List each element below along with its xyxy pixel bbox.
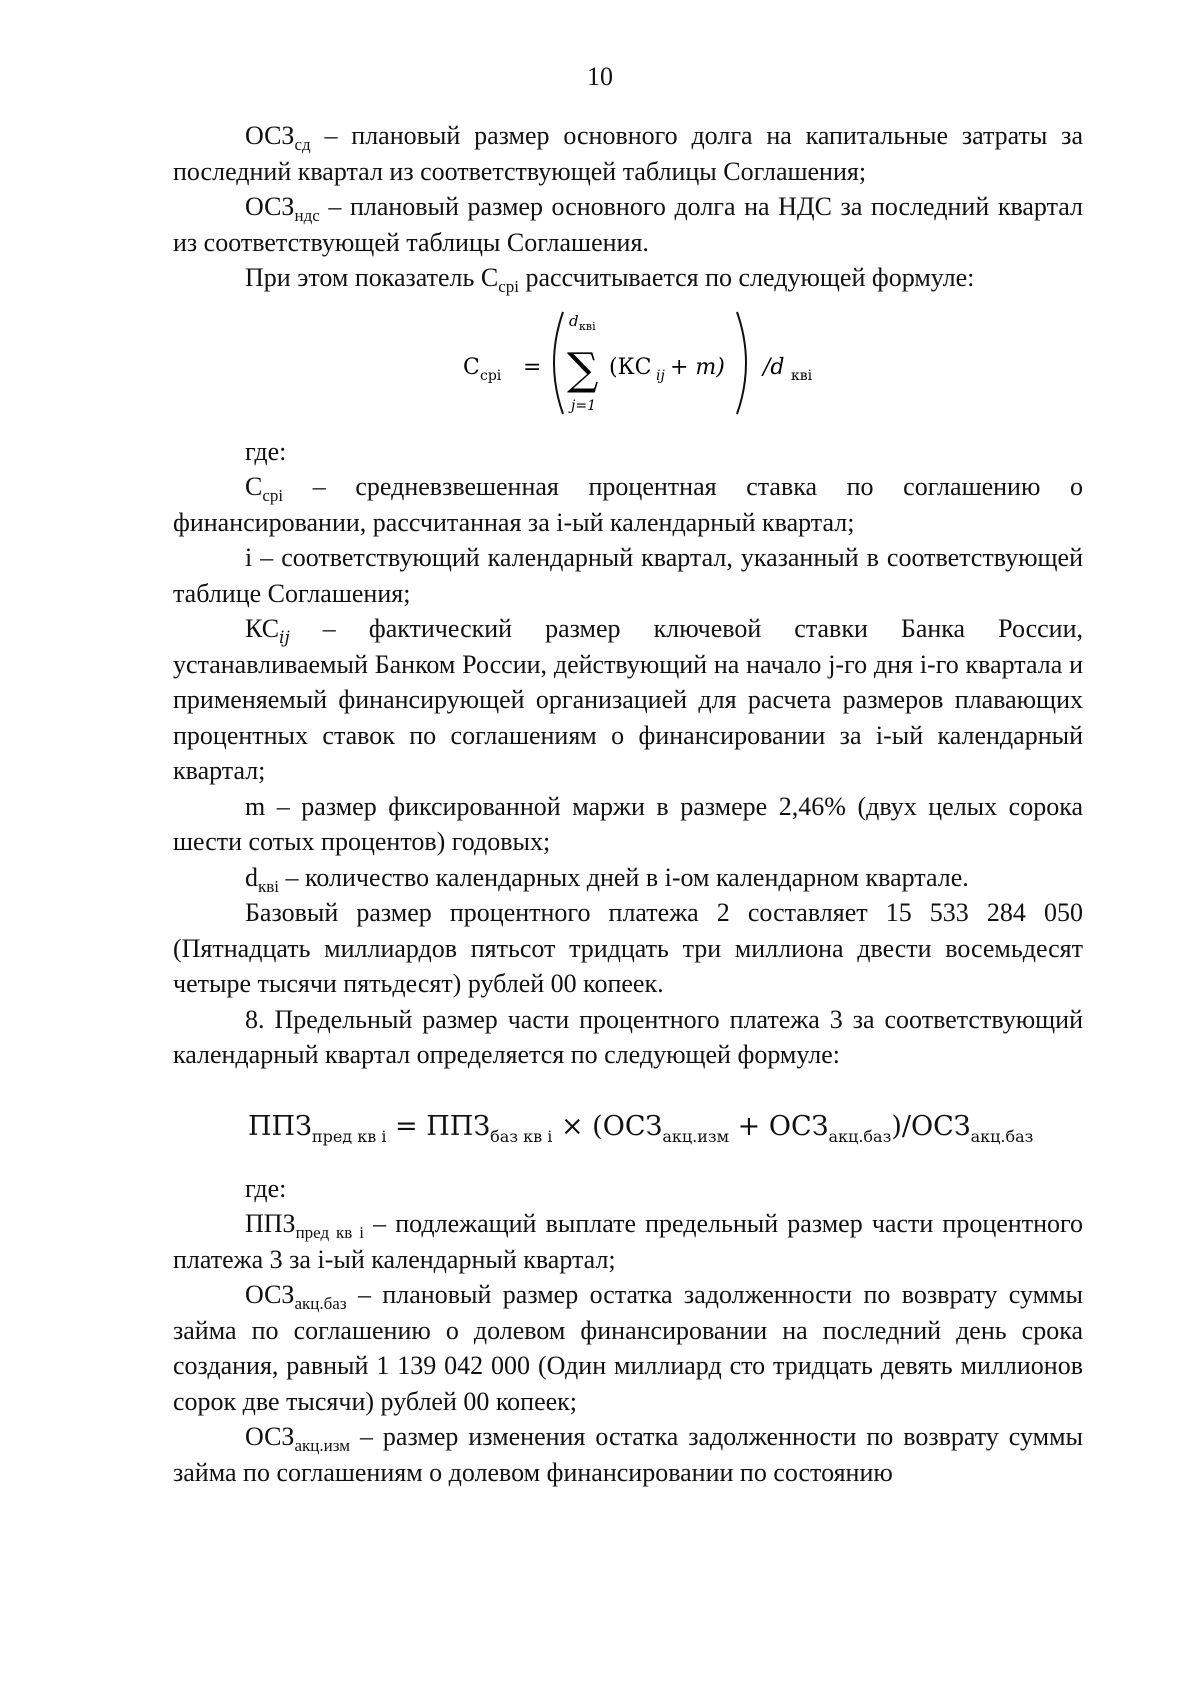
- formula-term-sub: акц.баз: [970, 1126, 1034, 1146]
- term-subscript: ij: [279, 628, 290, 648]
- term-subscript: ндс: [294, 206, 320, 225]
- definition-m: m – размер фиксированной маржи в размере 2,46% (двух целых сорока шести сотых процентов) годовых;: [173, 791, 1083, 856]
- paragraph-formula-intro: [173, 260, 1083, 296]
- formula-term-sub: баз кв i: [490, 1126, 553, 1146]
- definition-text: – фактический размер ключевой ставки Банка России, устанавливаемый Банком России, действующий на начало j-го дня i-го квартала и применяемый финансирующей организацией для расчета размеров плавающих процентных ставок по соглашениям о финансировании за i-ый календарный квартал;: [173, 614, 1083, 785]
- term: ППЗ: [245, 1209, 296, 1238]
- sigma-icon: ∑: [567, 343, 599, 395]
- formula-operator: × (: [552, 1110, 603, 1142]
- term: ОСЗ: [245, 1280, 295, 1309]
- formula-lhs-sub: срi: [480, 367, 502, 384]
- definition-text: – размер изменения остатка задолженности по возврату суммы займа по соглашениям о долевом финансировании по состоянию: [173, 1422, 1083, 1487]
- term-subscript: срi: [498, 277, 520, 296]
- definition-ppz-pred: [173, 1206, 1083, 1277]
- formula-term: ОСЗ: [768, 1110, 829, 1142]
- formula-operator: +: [729, 1110, 769, 1142]
- where-label: где:: [245, 436, 287, 466]
- term-subscript: акц.изм: [294, 1436, 350, 1455]
- term-subscript: срi: [262, 486, 284, 505]
- term: ОСЗ: [245, 192, 295, 221]
- definition-dkvi: [173, 860, 1083, 896]
- formula-equals: =: [386, 1110, 427, 1142]
- right-paren-icon: [737, 312, 746, 414]
- definition-text: – плановый размер основного долга на НДС за последний квартал из соответствующей таблицы Соглашения.: [173, 192, 1083, 257]
- left-paren-icon: [554, 312, 563, 414]
- formula-csri-svg: [463, 304, 883, 422]
- definition-text: – плановый размер основного долга на капитальные затраты за последний квартал из соответствующей таблицы Соглашения;: [173, 121, 1083, 186]
- paragraph-item-8: 8. Предельный размер части процентного платежа 3 за соответствующий календарный квартал определяется по следующей формуле:: [173, 1004, 1083, 1069]
- sum-upper: d: [569, 311, 579, 330]
- paragraph-base-payment: Базовый размер процентного платежа 2 составляет 15 533 284 050 (Пятнадцать миллиардов пятьсот тридцать три миллиона двести восемьдесят четыре тысячи пятьдесят) рублей 00 копеек.: [173, 898, 1083, 998]
- term-subscript: акц.баз: [294, 1294, 347, 1313]
- formula-lhs-sub: пред кв i: [311, 1126, 387, 1146]
- paragraph-osz-nds: [173, 189, 1083, 260]
- definition-csri: [173, 469, 1083, 540]
- term: ОСЗ: [245, 1422, 295, 1451]
- term: d: [245, 862, 258, 892]
- term-subscript: сд: [294, 135, 311, 154]
- formula-lhs: С: [463, 354, 480, 380]
- formula-csri: [173, 304, 1083, 422]
- paragraph-osz-sd: [173, 118, 1083, 189]
- formula-term-sub: ij: [656, 367, 665, 384]
- term-subscript: квi: [258, 876, 280, 896]
- term: С: [245, 472, 263, 501]
- formula-term-sub: акц.баз: [828, 1126, 892, 1146]
- definition-text: – плановый размер остатка задолженности по возврату суммы займа по соглашению о долевом финансировании на последний день срока создания, равный 1 139 042 000 (Один миллиард сто тридцать девять миллионов сорок две тысячи) рублей 00 копеек;: [173, 1280, 1083, 1416]
- definition-text: – подлежащий выплате предельный размер части процентного платежа 3 за i-ый календарный квартал;: [173, 1209, 1084, 1274]
- formula-term: (КС: [609, 354, 652, 380]
- page-number: 10: [587, 62, 613, 91]
- text: рассчитывается по следующей формуле:: [519, 263, 975, 292]
- term: ОСЗ: [245, 121, 295, 150]
- text: При этом показатель С: [245, 263, 499, 292]
- sum-upper-sub: квi: [579, 319, 596, 333]
- formula-term-rest: + m): [670, 354, 725, 380]
- formula-divisor-sub: квi: [791, 367, 813, 384]
- formula-term-sub: акц.изм: [662, 1126, 730, 1146]
- formula-term: ОСЗ: [910, 1110, 971, 1142]
- term: КС: [245, 614, 280, 643]
- definition-i: i – соответствующий календарный квартал, указанный в соответствующей таблице Соглашения;: [173, 543, 1083, 608]
- formula-ppz: [173, 1095, 1083, 1159]
- formula-equals: =: [523, 354, 542, 380]
- formula-operator: )/: [891, 1110, 911, 1142]
- definition-osz-akc-baz: [173, 1277, 1083, 1419]
- term-subscript: пред кв i: [295, 1223, 364, 1242]
- document-body: [173, 118, 1083, 1490]
- definition-text: – количество календарных дней в i-ом календарном квартале.: [279, 862, 969, 892]
- formula-term: ППЗ: [426, 1110, 491, 1142]
- formula-divisor: /d: [763, 354, 785, 380]
- sum-lower: j=1: [571, 397, 596, 414]
- definition-ksij: [173, 611, 1083, 789]
- formula-term: ОСЗ: [602, 1110, 663, 1142]
- definition-osz-akc-izm: [173, 1419, 1083, 1490]
- definition-text: – средневзвешенная процентная ставка по соглашению о финансировании, рассчитанная за i-ый календарный квартал;: [173, 472, 1083, 537]
- where-label: где:: [245, 1173, 287, 1203]
- formula-lhs: ППЗ: [248, 1110, 312, 1142]
